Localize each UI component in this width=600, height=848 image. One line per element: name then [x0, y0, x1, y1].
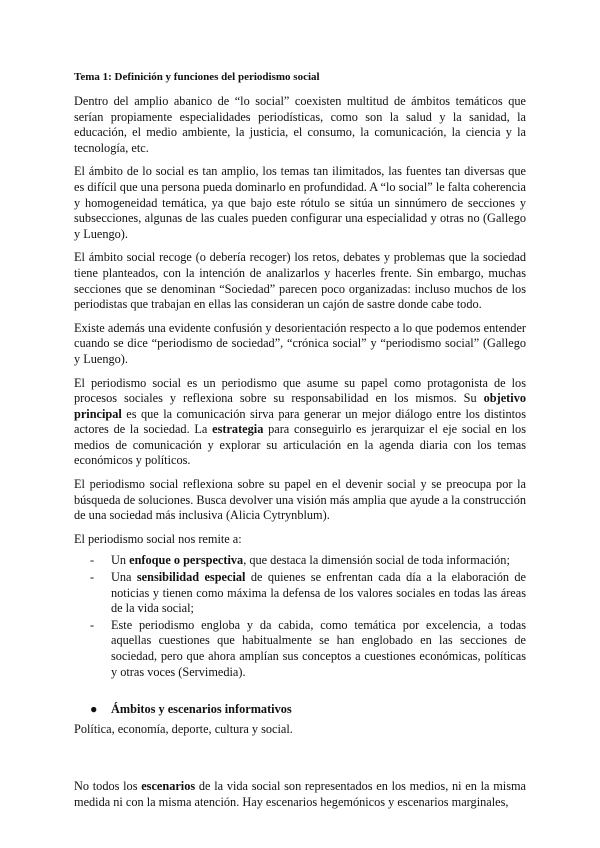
- list-item-1-text-c: , que destaca la dimensión social de toda información;: [243, 553, 510, 568]
- section-title: Tema 1: Definición y funciones del periodismo social: [74, 71, 320, 83]
- list-item-2-text-a: Una: [111, 570, 137, 585]
- paragraph-5: [74, 376, 526, 470]
- subsection-heading-text: Ámbitos y escenarios informativos: [111, 702, 292, 717]
- paragraph-8: [74, 779, 526, 810]
- list-item: [74, 570, 526, 617]
- dash-list: [74, 553, 526, 680]
- subsection-heading: [74, 702, 526, 718]
- paragraph-4: Existe además una evidente confusión y desorientación respecto a lo que podemos entender cuando se dice “periodismo de sociedad”, “crónica social” y “periodismo social” (Gallego y Luengo).: [74, 320, 526, 366]
- paragraph-8-text-c: de la vida social son representados en los medios, ni en la misma medida ni con la misma atención. Hay escenarios hegemónicos y escenarios marginales,: [74, 779, 526, 809]
- list-item-1-text-a: Un: [111, 553, 130, 568]
- paragraph-8-bold: escenarios: [141, 779, 196, 794]
- paragraph-5-bold-objective: objetivo principal: [74, 391, 526, 421]
- subsection-line: Política, economía, deporte, cultura y social.: [74, 721, 293, 736]
- list-item-1-bold: enfoque o perspectiva: [129, 553, 244, 568]
- paragraph-8-text-a: No todos los: [74, 779, 142, 794]
- dash-marker: -: [90, 617, 95, 632]
- document-page: [74, 70, 526, 819]
- list-item-2-text-c: de quienes se enfrentan cada día a la elaboración de noticias y tienen como máxima la defensa de los valores sociales en todas las áreas de la vida social;: [111, 570, 526, 616]
- paragraph-3: El ámbito social recoge (o debería recoger) los retos, debates y problemas que la sociedad tiene planteados, con la intención de analizarlos y hacerles frente. Sin embargo, muchas secciones que se denominan “Sociedad” parecen poco organizadas: incluso muchos de los periodistas que trabajan en ellas las consideran un cajón de sastre donde cabe todo.: [74, 250, 526, 312]
- list-item-3-text: Este periodismo engloba y da cabida, como temática por excelencia, a todas aquellas cuestiones que habitualmente se han englobado en las secciones de sociedad, pero que ahora amplían sus conceptos a cuestiones económicas, políticas y otras voces (Servimedia).: [111, 617, 526, 679]
- paragraph-2: El ámbito de lo social es tan amplio, los temas tan ilimitados, las fuentes tan diversas que es difícil que una persona pueda dominarlo en profundidad. A “lo social” le falta coherencia y homogeneidad temática, ya que bajo este rótulo se sitúa un sinnúmero de secciones y subsecciones, algunas de las cuales pueden configurar una especialidad y otras no (Gallego y Luengo).: [74, 164, 526, 241]
- bullet-icon: ●: [90, 702, 98, 717]
- paragraph-5-text-d: para conseguirlo es jerarquizar el eje social en los medios de comunicación y explorar su articulación en la agenda diaria con los temas económicos y políticos.: [74, 422, 526, 468]
- dash-marker: -: [90, 570, 95, 585]
- paragraph-5-text-c: es que la comunicación sirva para generar un mejor diálogo entre los distintos actores de la sociedad. La: [74, 406, 526, 437]
- paragraph-5-text-a: El periodismo social es un periodismo que asume su papel como protagonista de los procesos sociales y reflexiona sobre su responsabilidad en los mismos. Su: [74, 375, 526, 406]
- list-item: [74, 618, 526, 680]
- list-item: [74, 553, 526, 569]
- paragraph-7: El periodismo social nos remite a:: [74, 531, 242, 546]
- spacer: [74, 745, 526, 779]
- paragraph-1: Dentro del amplio abanico de “lo social” coexisten multitud de ámbitos temáticos que serían propiamente especialidades periodísticas, como son la salud y la sanidad, la educación, el medio ambiente, la justicia, el consumo, la comunicación, la ciencia y la tecnología, etc.: [74, 94, 526, 155]
- paragraph-5-bold-strategy: estrategia: [212, 422, 264, 437]
- dash-marker: -: [90, 553, 95, 568]
- list-item-2-bold: sensibilidad especial: [136, 570, 246, 585]
- paragraph-6: El periodismo social reflexiona sobre su papel en el devenir social y se preocupa por la búsqueda de soluciones. Busca devolver una visión más amplia que ayude a la construcción de una sociedad más inclusiva (Alicia Cytrynblum).: [74, 477, 526, 523]
